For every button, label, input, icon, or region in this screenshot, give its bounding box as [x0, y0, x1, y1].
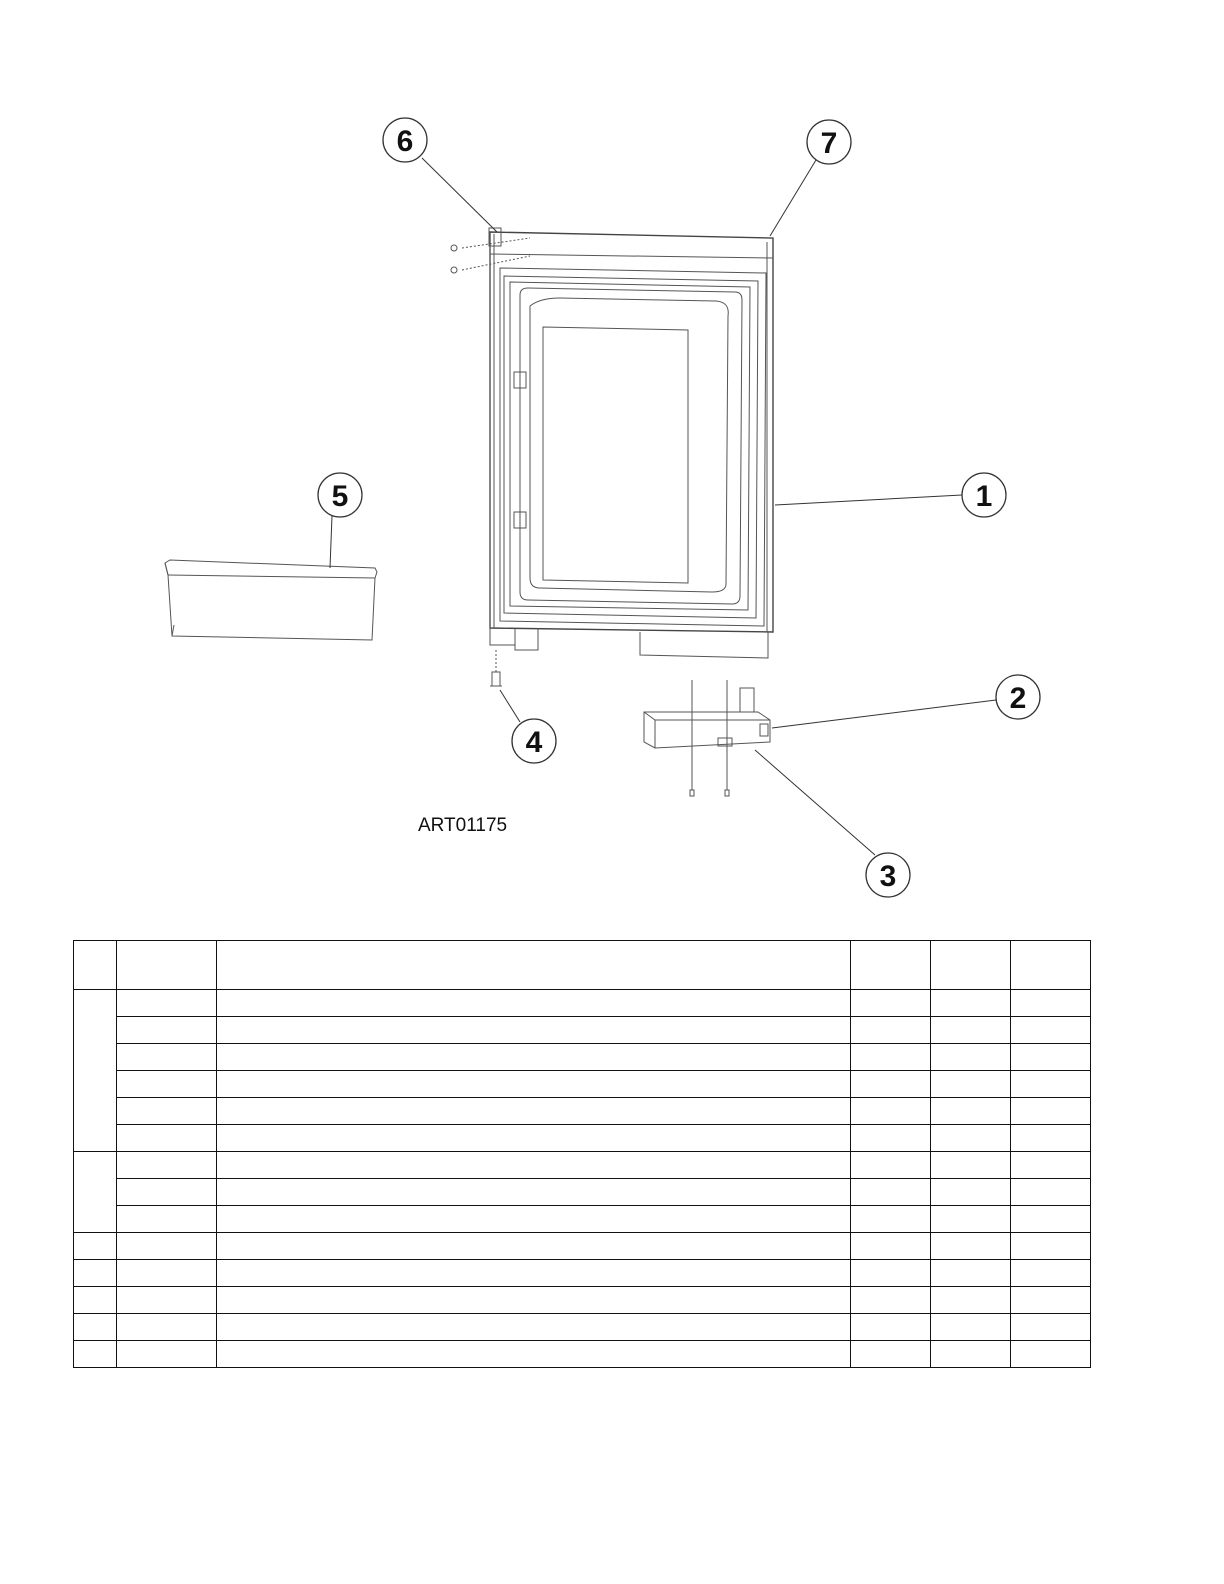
table-cell	[117, 1314, 217, 1341]
table-cell	[117, 1071, 217, 1098]
table-cell	[851, 1287, 931, 1314]
table-cell	[1011, 1287, 1091, 1314]
table-row	[74, 1287, 1091, 1314]
table-cell	[851, 1179, 931, 1206]
table-row	[74, 1206, 1091, 1233]
table-cell	[74, 1233, 117, 1260]
table-cell	[217, 990, 851, 1017]
table-cell	[217, 1341, 851, 1368]
table-cell	[851, 1233, 931, 1260]
table-cell	[1011, 1071, 1091, 1098]
table-cell	[117, 1341, 217, 1368]
table-cell	[1011, 1341, 1091, 1368]
table-cell	[931, 1152, 1011, 1179]
table-cell	[931, 1179, 1011, 1206]
table-cell	[1011, 1260, 1091, 1287]
table-cell	[931, 1287, 1011, 1314]
table-cell	[931, 1125, 1011, 1152]
table-cell	[217, 1017, 851, 1044]
table-cell	[931, 990, 1011, 1017]
table-cell	[1011, 1233, 1091, 1260]
callout-5	[318, 473, 362, 517]
header-cell	[851, 941, 931, 990]
table-cell	[74, 1287, 117, 1314]
table-row	[74, 1179, 1091, 1206]
table-cell	[1011, 1152, 1091, 1179]
table-cell	[117, 1152, 217, 1179]
table-cell	[217, 1152, 851, 1179]
door-panel	[489, 228, 773, 658]
table-row	[74, 1071, 1091, 1098]
table-cell	[851, 1098, 931, 1125]
table-cell	[931, 1017, 1011, 1044]
table-cell	[74, 1260, 117, 1287]
door-bin	[165, 560, 377, 640]
table-cell	[117, 1233, 217, 1260]
table-cell	[217, 1044, 851, 1071]
table-cell	[1011, 1017, 1091, 1044]
table-cell	[117, 1044, 217, 1071]
table-cell	[217, 1179, 851, 1206]
table-cell	[217, 1233, 851, 1260]
table-cell	[931, 1098, 1011, 1125]
table-cell	[1011, 1314, 1091, 1341]
header-cell	[117, 941, 217, 990]
table-cell	[1011, 1206, 1091, 1233]
table-cell	[851, 1260, 931, 1287]
table-row	[74, 1341, 1091, 1368]
svg-text:3: 3	[879, 860, 897, 893]
leader-lines	[330, 158, 996, 855]
table-row	[74, 1125, 1091, 1152]
table-cell	[1011, 1125, 1091, 1152]
table-cell	[851, 990, 931, 1017]
table-cell	[851, 1017, 931, 1044]
table-row	[74, 1098, 1091, 1125]
svg-text:4: 4	[525, 726, 543, 759]
hinge-screw	[490, 650, 502, 686]
table-cell	[931, 1260, 1011, 1287]
table-cell	[217, 1098, 851, 1125]
table-cell	[117, 1260, 217, 1287]
header-cell	[74, 941, 117, 990]
bottom-hinge	[644, 680, 770, 796]
table-cell	[931, 1233, 1011, 1260]
table-row	[74, 1314, 1091, 1341]
table-cell	[931, 1044, 1011, 1071]
table-cell	[74, 990, 117, 1152]
table-cell	[117, 1125, 217, 1152]
table-cell	[931, 1341, 1011, 1368]
table-cell	[931, 1314, 1011, 1341]
art-number-label: ART01175	[418, 815, 508, 836]
table-row	[74, 1017, 1091, 1044]
table-cell	[1011, 1044, 1091, 1071]
table-cell	[851, 1125, 931, 1152]
svg-text:7: 7	[820, 127, 838, 160]
table-cell	[74, 1152, 117, 1233]
callout-7	[807, 120, 851, 164]
table-cell	[217, 1206, 851, 1233]
callout-1	[962, 473, 1006, 517]
callout-3	[866, 853, 910, 897]
table-cell	[117, 1179, 217, 1206]
table-cell	[217, 1260, 851, 1287]
table-cell	[217, 1314, 851, 1341]
table-cell	[931, 1071, 1011, 1098]
svg-text:2: 2	[1009, 682, 1027, 715]
table-cell	[74, 1314, 117, 1341]
table-cell	[117, 1017, 217, 1044]
table-cell	[1011, 990, 1091, 1017]
table-row	[74, 990, 1091, 1017]
table-cell	[217, 1287, 851, 1314]
table-cell	[117, 1287, 217, 1314]
table-cell	[851, 1314, 931, 1341]
table-row	[74, 1260, 1091, 1287]
parts-table	[73, 940, 1091, 1368]
table-cell	[851, 1152, 931, 1179]
table-cell	[851, 1044, 931, 1071]
svg-text:1: 1	[975, 480, 993, 513]
table-cell	[851, 1071, 931, 1098]
table-cell	[217, 1125, 851, 1152]
table-cell	[1011, 1098, 1091, 1125]
table-row	[74, 1044, 1091, 1071]
table-header-row	[74, 941, 1091, 990]
header-cell	[931, 941, 1011, 990]
table-cell	[1011, 1179, 1091, 1206]
callout-6	[383, 118, 427, 162]
svg-text:6: 6	[396, 125, 414, 158]
table-cell	[74, 1341, 117, 1368]
table-cell	[851, 1206, 931, 1233]
table-row	[74, 1152, 1091, 1179]
table-cell	[117, 1098, 217, 1125]
header-cell	[1011, 941, 1091, 990]
header-cell	[217, 941, 851, 990]
table-cell	[851, 1341, 931, 1368]
table-cell	[117, 1206, 217, 1233]
callout-2	[996, 675, 1040, 719]
table-row	[74, 1233, 1091, 1260]
table-cell	[217, 1071, 851, 1098]
svg-text:5: 5	[331, 480, 349, 513]
table-cell	[931, 1206, 1011, 1233]
table-cell	[117, 990, 217, 1017]
callout-4	[512, 719, 556, 763]
